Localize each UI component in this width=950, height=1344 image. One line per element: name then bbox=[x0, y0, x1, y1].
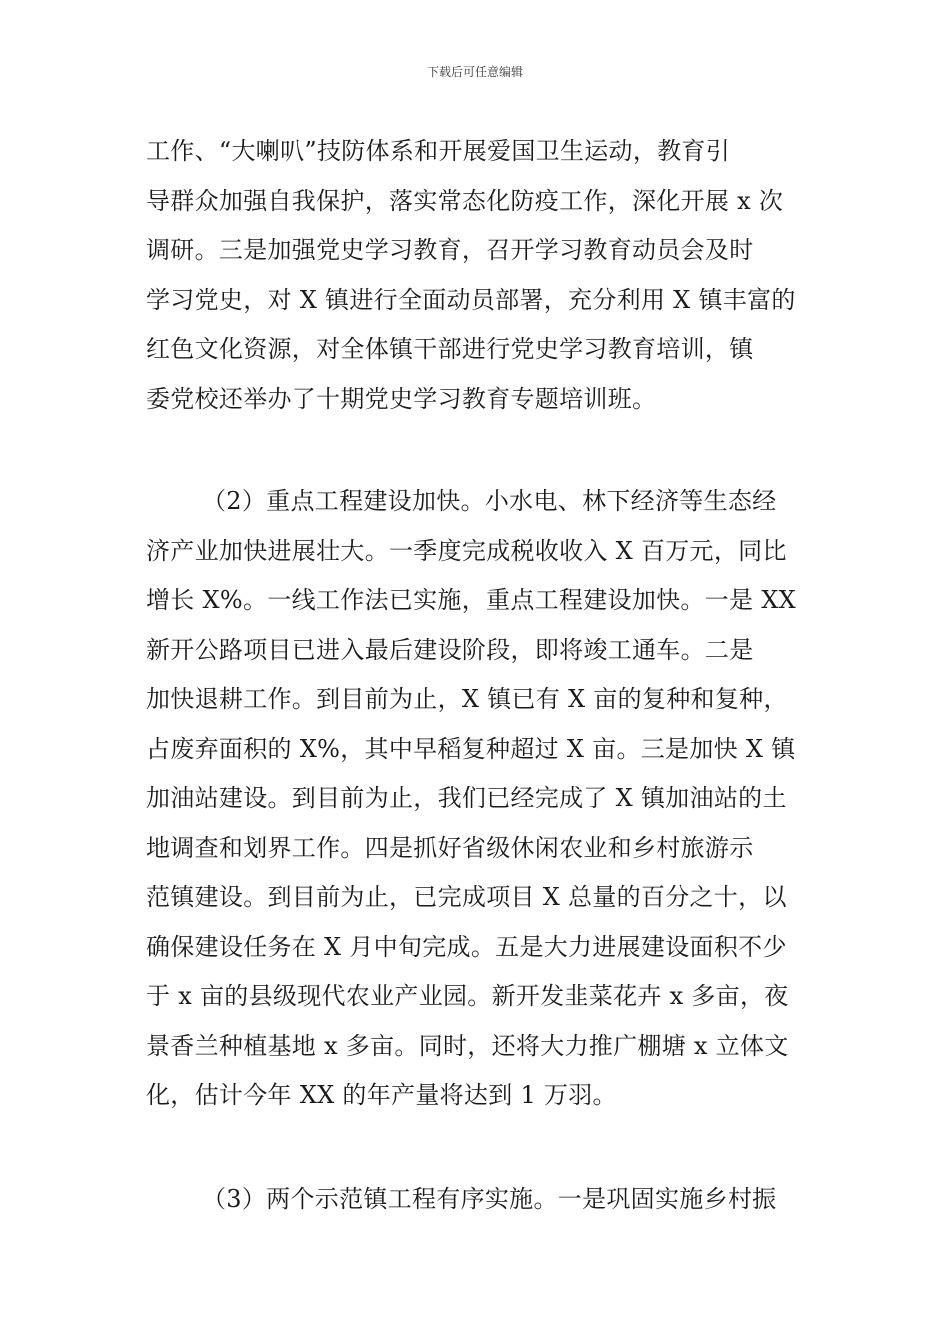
text-line: 确保建设任务在 X 月中旬完成。五是大力进展建设面积不少 bbox=[146, 932, 787, 961]
text-line: 委党校还举办了十期党史学习教育专题培训班。 bbox=[146, 384, 657, 413]
text-line: （3）两个示范镇工程有序实施。一是巩固实施乡村振 bbox=[202, 1185, 777, 1213]
text-line: 济产业加快进展壮大。一季度完成税收收入 X 百万元，同比 bbox=[146, 536, 787, 565]
text-line: 调研。三是加强党史学习教育，召开学习教育动员会及时 bbox=[146, 236, 754, 264]
text-line: （2）重点工程建设加快。小水电、林下经济等生态经 bbox=[202, 487, 777, 515]
text-line: 地调查和划界工作。四是抓好省级休闲农业和乡村旅游示 bbox=[146, 833, 754, 862]
text-line: 工作、“大喇叭”技防体系和开展爱国卫生运动，教育引 bbox=[146, 137, 731, 165]
paragraph-2 bbox=[146, 477, 810, 1121]
paragraph-3 bbox=[146, 1175, 810, 1225]
text-line: 导群众加强自我保护，落实常态化防疫工作，深化开展 x 次 bbox=[146, 186, 784, 215]
text-line: 景香兰种植基地 x 多亩。同时，还将大力推广棚塘 x 立体文 bbox=[146, 1031, 789, 1060]
text-line: 加快退耕工作。到目前为止，X 镇已有 X 亩的复种和复种， bbox=[146, 685, 788, 713]
text-line: 增长 X%。一线工作法已实施，重点工程建设加快。一是 XX bbox=[146, 586, 797, 614]
text-line: 红色文化资源，对全体镇干部进行党史学习教育培训，镇 bbox=[146, 335, 754, 363]
text-line: 新开公路项目已进入最后建设阶段，即将竣工通车。二是 bbox=[146, 635, 754, 664]
text-line: 于 x 亩的县级现代农业产业园。新开发韭菜花卉 x 多亩，夜 bbox=[146, 982, 789, 1010]
text-line: 占废弃面积的 X%，其中早稻复种超过 X 亩。三是加快 X 镇 bbox=[146, 734, 796, 763]
text-line: 加油站建设。到目前为止，我们已经完成了 X 镇加油站的土 bbox=[146, 784, 787, 812]
header-note: 下载后可任意编辑 bbox=[426, 65, 523, 79]
text-line: 范镇建设。到目前为止，已完成项目 X 总量的百分之十，以 bbox=[146, 883, 787, 911]
text-line: 学习党史，对 X 镇进行全面动员部署，充分利用 X 镇丰富的 bbox=[146, 285, 796, 314]
paragraph-1 bbox=[146, 127, 810, 424]
text-line: 化，估计今年 XX 的年产量将达到 1 万羽。 bbox=[146, 1081, 617, 1109]
